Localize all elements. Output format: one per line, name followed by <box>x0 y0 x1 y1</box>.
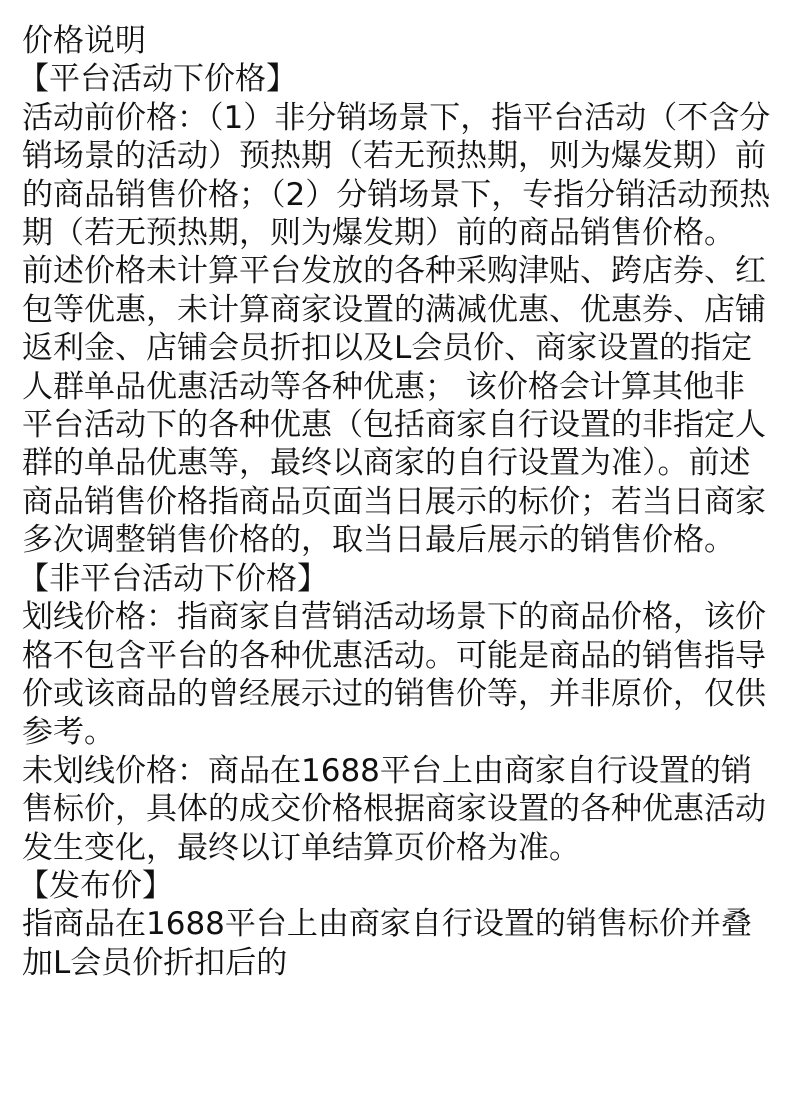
paragraph-strikethrough-price: 划线价格：指商家自营销活动场景下的商品价格，该价格不包含平台的各种优惠活动。可能是商品的销售指导价或该商品的曾经展示过的销售价等，并非原价，仅供参考。 <box>22 599 766 751</box>
paragraph-pre-activity-price: 活动前价格：（1）非分销场景下，指平台活动（不含分销场景的活动）预热期（若无预热期，则为爆发期）前的商品销售价格；（2）分销场景下，专指分销活动预热期（若无预热期，则为爆发期）前的商品销售价格。 <box>22 99 771 252</box>
section-heading: 【发布价】 <box>18 867 173 904</box>
section-platform-activity-price <box>18 60 772 559</box>
paragraph-non-strikethrough-price: 未划线价格：商品在1688平台上由商家自行设置的销售标价，具体的成交价格根据商家设置的各种优惠活动发生变化，最终以订单结算页价格为准。 <box>22 752 766 866</box>
section-heading: 【非平台活动下价格】 <box>18 560 328 597</box>
section-non-platform-activity-price <box>18 560 772 867</box>
section-heading: 【平台活动下价格】 <box>18 61 297 98</box>
document-title: 价格说明 <box>22 23 146 59</box>
paragraph-price-exclusions: 前述价格未计算平台发放的各种采购津贴、跨店券、红包等优惠，未计算商家设置的满减优惠、优惠券、店铺返利金、店铺会员折扣以及L会员价、商家设置的指定人群单品优惠活动等各种优惠； 该价格会计算其他非平台活动下的各种优惠（包括商家自行设置的非指定人群的单品优惠等，最终以商家的自行设置为准）。前述商品销售价格指商品页面当日展示的标价；若当日商家多次调整销售价格的，取当日最后展示的销售价格。 <box>22 253 766 559</box>
section-published-price <box>18 867 772 982</box>
paragraph-published-price: 指商品在1688平台上由商家自行设置的销售标价并叠加L会员价折扣后的 <box>22 906 752 981</box>
